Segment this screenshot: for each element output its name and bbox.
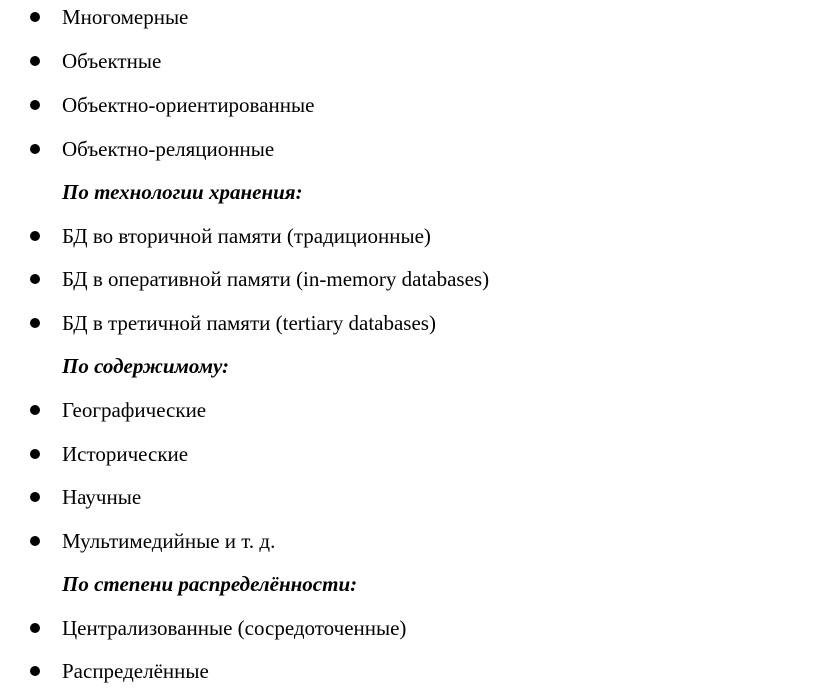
list-item-text: Централизованные (сосредоточенные)	[62, 616, 407, 640]
bullet-icon	[30, 666, 40, 676]
list-item-text: Объектные	[62, 49, 162, 73]
list-item	[0, 134, 816, 164]
section-heading	[0, 351, 816, 381]
section-heading-text: По степени распределённости:	[62, 572, 358, 596]
bullet-icon	[30, 623, 40, 633]
list-item-text: БД в третичной памяти (tertiary databases)	[62, 311, 436, 335]
section-heading-text: По технологии хранения:	[62, 180, 303, 204]
bullet-icon	[30, 405, 40, 415]
list-item	[0, 613, 816, 643]
list-item-text: БД во вторичной памяти (традиционные)	[62, 224, 431, 248]
list-item-text: Объектно-реляционные	[62, 137, 275, 161]
list-item-text: Распределённые	[62, 659, 209, 683]
list-item	[0, 439, 816, 469]
list-item-text: Географические	[62, 398, 207, 422]
list-item-text: Научные	[62, 485, 142, 509]
bullet-icon	[30, 144, 40, 154]
list-item-text: Многомерные	[62, 5, 189, 29]
list-item-text: Исторические	[62, 442, 189, 466]
bullet-icon	[30, 56, 40, 66]
list-item	[0, 526, 816, 556]
list-item	[0, 308, 816, 338]
list-item-text: БД в оперативной памяти (in-memory databases)	[62, 267, 490, 291]
list-item	[0, 656, 816, 686]
bullet-icon	[30, 449, 40, 459]
section-heading-text: По содержимому:	[62, 354, 230, 378]
list-item	[0, 2, 816, 32]
list-item	[0, 482, 816, 512]
bullet-icon	[30, 231, 40, 241]
list-item	[0, 46, 816, 76]
section-heading	[0, 177, 816, 207]
bullet-icon	[30, 100, 40, 110]
section-heading	[0, 569, 816, 599]
list-item	[0, 395, 816, 425]
list-item-text: Объектно-ориентированные	[62, 93, 315, 117]
bullet-icon	[30, 536, 40, 546]
list-item	[0, 264, 816, 294]
list-item	[0, 221, 816, 251]
list-item	[0, 90, 816, 120]
bullet-icon	[30, 274, 40, 284]
bullet-icon	[30, 318, 40, 328]
list-item-text: Мультимедийные и т. д.	[62, 529, 276, 553]
bullet-icon	[30, 492, 40, 502]
bullet-icon	[30, 12, 40, 22]
